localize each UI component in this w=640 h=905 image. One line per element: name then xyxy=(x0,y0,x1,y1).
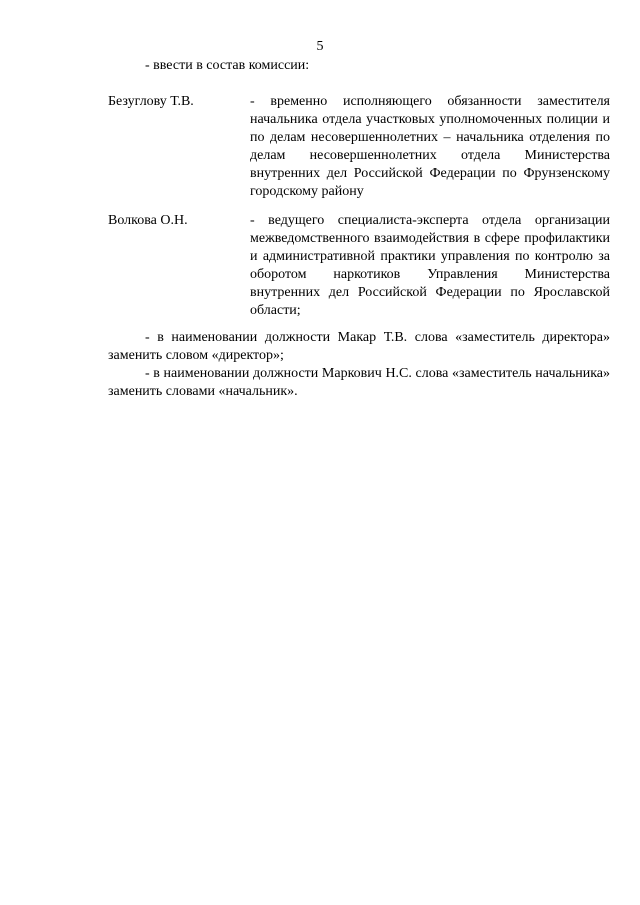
member-name: Безуглову Т.В. xyxy=(108,94,194,109)
member-role: - временно исполняющего обязанности заместителя начальника отдела участковых уполномоченных полиции и по делам несовершеннолетних – начальника отделения по делам несовершеннолетних отдела Министерства внутренних дел Российской Федерации по Фрунзенскому городскому району xyxy=(250,94,610,199)
member-entry xyxy=(108,93,610,201)
amendment-paragraph: - в наименовании должности Маркович Н.С. слова «заместитель начальника» заменить словами «начальник». xyxy=(108,366,610,399)
page-number: 5 xyxy=(316,39,324,54)
intro-line: - ввести в состав комиссии: xyxy=(145,58,310,73)
member-entry xyxy=(108,212,610,320)
member-name: Волкова О.Н. xyxy=(108,213,188,228)
amendment-paragraph: - в наименовании должности Макар Т.В. слова «заместитель директора» заменить словом «директор»; xyxy=(108,330,610,363)
member-role: - ведущего специалиста-эксперта отдела организации межведомственного взаимодействия в сфере профилактики и административной практики управления по контролю за оборотом наркотиков Управления Министерства внутренних дел Российской Федерации по Ярославской области; xyxy=(250,213,610,318)
